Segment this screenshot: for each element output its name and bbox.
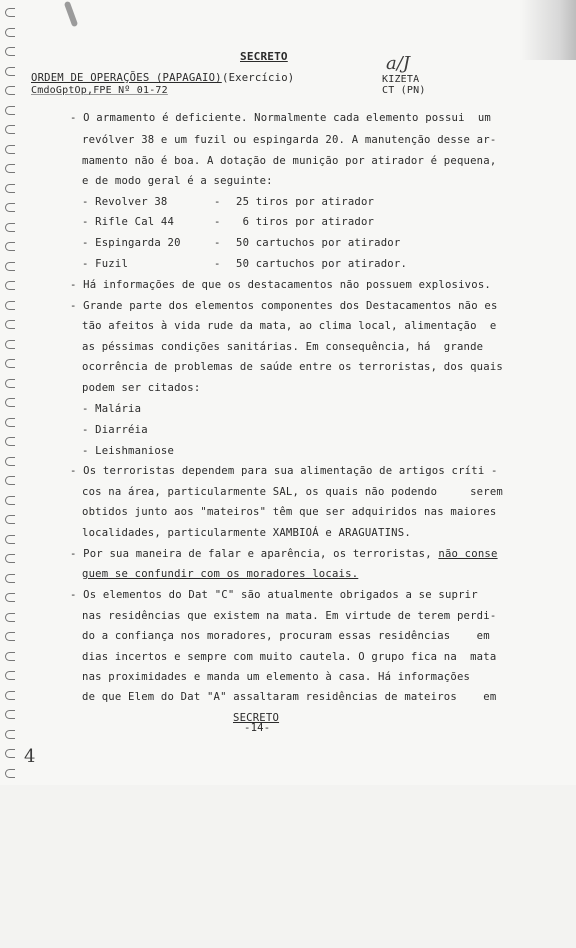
table-dash: - <box>214 216 221 228</box>
order-title: ORDEM DE OPERAÇÕES (PAPAGAIO) <box>31 72 222 84</box>
ammo-amount: 25 tiros por atirador <box>236 196 375 208</box>
binder-hole <box>5 671 15 680</box>
binder-hole <box>5 749 15 758</box>
binder-hole <box>5 613 15 622</box>
binder-hole <box>5 710 15 719</box>
body-line: do a confiança nos moradores, procuram essas residências em <box>82 630 490 642</box>
body-line: cos na área, particularmente SAL, os quais não podendo serem <box>82 486 503 498</box>
body-line: mamento não é boa. A dotação de munição por atirador é pequena, <box>82 155 497 167</box>
binder-hole <box>5 145 15 154</box>
weapon-name: - Rifle Cal 44 <box>82 216 175 228</box>
binder-hole <box>5 8 15 17</box>
unit-line: CmdoGptOp,FPE Nº 01-72 <box>31 85 168 96</box>
right-header-line-1: KIZETA <box>382 74 420 85</box>
weapon-name: - Espingarda 20 <box>82 237 181 249</box>
disease-item: - Leishmaniose <box>82 445 175 457</box>
binder-hole <box>5 86 15 95</box>
binder-hole <box>5 554 15 563</box>
ammo-amount: 6 tiros por atirador <box>236 216 375 228</box>
classification-bottom: SECRETO <box>233 712 280 724</box>
binder-hole <box>5 106 15 115</box>
binder-hole <box>5 340 15 349</box>
table-dash: - <box>214 258 221 270</box>
binder-hole <box>5 437 15 446</box>
binder-hole <box>5 281 15 290</box>
binder-hole <box>5 418 15 427</box>
binder-hole <box>5 47 15 56</box>
disease-item: - Diarréia <box>82 424 148 436</box>
weapon-name: - Fuzil <box>82 258 129 270</box>
body-line: e de modo geral é a seguinte: <box>82 175 273 187</box>
table-dash: - <box>214 196 221 208</box>
binder-hole <box>5 691 15 700</box>
binder-hole <box>5 164 15 173</box>
binder-hole <box>5 301 15 310</box>
body-line: ocorrência de problemas de saúde entre os terroristas, dos quais <box>82 361 503 373</box>
underlined-text: não conse <box>438 548 498 560</box>
binder-hole <box>5 398 15 407</box>
body-line: localidades, particularmente XAMBIOÁ e ARAGUATINS. <box>82 527 411 539</box>
ammo-amount: 50 cartuchos por atirador <box>236 237 401 249</box>
body-line: obtidos junto aos "mateiros" têm que ser adquiridos nas maiores <box>82 506 497 518</box>
binder-hole <box>5 632 15 641</box>
body-line: - O armamento é deficiente. Normalmente cada elemento possui um <box>70 112 491 124</box>
body-line: as péssimas condições sanitárias. Em consequência, há grande <box>82 341 484 353</box>
binder-hole <box>5 593 15 602</box>
classification-top: SECRETO <box>240 50 288 63</box>
weapon-name: - Revolver 38 <box>82 196 168 208</box>
binder-hole <box>5 262 15 271</box>
binder-hole <box>5 320 15 329</box>
body-line: - Há informações de que os destacamentos não possuem explosivos. <box>70 279 491 291</box>
body-line: nas residências que existem na mata. Em virtude de terem perdi- <box>82 610 497 622</box>
binder-hole <box>5 242 15 251</box>
binder-hole <box>5 476 15 485</box>
body-line: revólver 38 e um fuzil ou espingarda 20. A manutenção desse ar- <box>82 134 497 146</box>
scan-edge-shadow <box>520 0 576 60</box>
order-subtitle: (Exercício) <box>222 72 295 84</box>
binder-hole <box>5 457 15 466</box>
binder-hole <box>5 125 15 134</box>
body-line: - Os elementos do Dat "C" são atualmente obrigados a se suprir <box>70 589 478 601</box>
body-line: - Os terroristas dependem para sua alimentação de artigos críti - <box>70 465 498 477</box>
handwritten-initials: a/J <box>386 53 411 74</box>
body-line: nas proximidades e manda um elemento à casa. Há informações <box>82 671 471 683</box>
underlined-text: guem se confundir com os moradores locais. <box>82 568 359 580</box>
body-line: - Grande parte dos elementos componentes dos Destacamentos não es <box>70 300 498 312</box>
binder-hole <box>5 184 15 193</box>
binder-hole <box>5 535 15 544</box>
binder-hole <box>5 223 15 232</box>
blank-page-area <box>0 785 576 948</box>
binder-hole <box>5 359 15 368</box>
binder-hole <box>5 28 15 37</box>
binder-hole <box>5 574 15 583</box>
disease-item: - Malária <box>82 403 142 415</box>
page-number: -14- <box>244 722 271 734</box>
binder-hole <box>5 652 15 661</box>
margin-number: 4 <box>24 746 36 767</box>
body-text: - Por sua maneira de falar e aparência, os terroristas, <box>70 548 439 560</box>
body-line: tão afeitos à vida rude da mata, ao clima local, alimentação e <box>82 320 497 332</box>
right-header-line-2: CT (PN) <box>382 85 426 96</box>
body-line: de que Elem do Dat "A" assaltaram residências de mateiros em <box>82 691 497 703</box>
table-dash: - <box>214 237 221 249</box>
binder-hole <box>5 67 15 76</box>
binder-hole <box>5 496 15 505</box>
body-line: podem ser citados: <box>82 382 201 394</box>
binder-hole <box>5 203 15 212</box>
body-line <box>70 548 498 561</box>
binder-hole <box>5 515 15 524</box>
binder-hole <box>5 769 15 778</box>
binder-hole <box>5 730 15 739</box>
binder-hole <box>5 379 15 388</box>
ammo-amount: 50 cartuchos por atirador. <box>236 258 408 270</box>
body-line: dias incertos e sempre com muito cautela. O grupo fica na mata <box>82 651 497 663</box>
